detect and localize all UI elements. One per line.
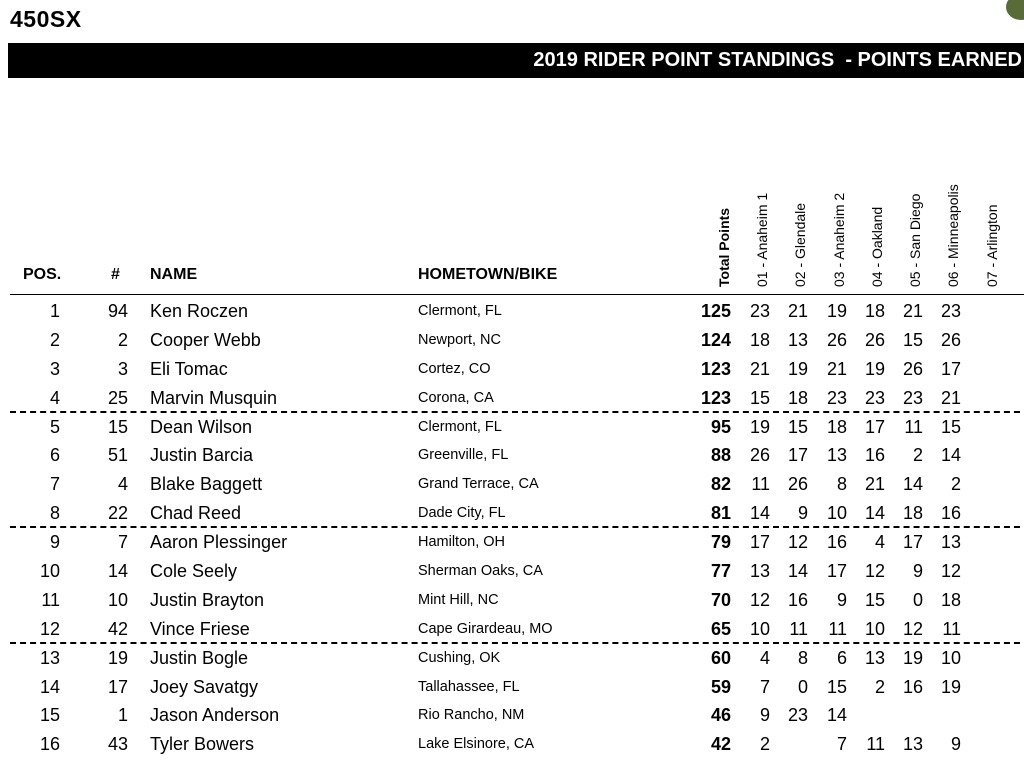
rider-position: 2: [49, 329, 60, 350]
round-3-points: 7: [836, 734, 847, 755]
rider-name: Joey Savatgy: [150, 676, 259, 697]
rider-position: 10: [39, 561, 60, 582]
rider-number: 51: [107, 445, 128, 466]
round-5-points: 15: [902, 329, 923, 350]
table-row: [0, 528, 1024, 557]
round-3-points: 21: [826, 358, 847, 379]
table-row: [0, 326, 1024, 355]
rider-total-points: 123: [700, 387, 731, 408]
rider-number: 15: [107, 416, 128, 437]
rider-total-points: 42: [710, 734, 731, 755]
round-3-points: 19: [826, 301, 847, 321]
round-5-points: 18: [902, 503, 923, 524]
rider-name: Vince Friese: [150, 618, 250, 639]
table-row: [0, 615, 1024, 644]
round-6-points: 9: [950, 734, 961, 755]
table-row: [0, 413, 1024, 442]
round-1-points: 21: [749, 358, 770, 379]
rider-name: Cooper Webb: [150, 329, 261, 350]
round-1-points: 10: [749, 618, 770, 639]
sponsor-logo: [1006, 0, 1024, 20]
column-header-name: NAME: [150, 266, 198, 283]
rider-hometown: Lake Elsinore, CA: [418, 736, 535, 753]
rider-position: 14: [39, 676, 60, 697]
table-row: [0, 355, 1024, 384]
round-1-points: 14: [749, 503, 770, 524]
round-4-points: 14: [864, 503, 885, 524]
column-header-hometown: HOMETOWN/BIKE: [418, 266, 558, 283]
table-row: [0, 297, 1024, 326]
round-1-points: 9: [759, 705, 770, 726]
rider-number: 14: [107, 561, 128, 582]
round-4-points: 17: [864, 416, 885, 437]
round-4-points: 15: [864, 589, 885, 610]
header-rule: [10, 294, 1024, 295]
rider-number: 25: [107, 387, 128, 408]
column-header-round-7: 07 - Arlington: [984, 204, 1000, 287]
round-1-points: 17: [749, 532, 770, 553]
column-header-round-2: 02 - Glendale: [792, 202, 808, 287]
rider-number: 43: [107, 734, 128, 755]
round-2-points: 15: [787, 416, 808, 437]
round-4-points: 21: [864, 474, 885, 495]
round-6-points: 10: [940, 647, 961, 668]
round-1-points: 7: [759, 676, 770, 697]
table-row: [0, 384, 1024, 413]
round-5-points: 23: [902, 387, 923, 408]
rider-number: 19: [107, 647, 128, 668]
rider-number: 22: [107, 503, 128, 524]
round-1-points: 4: [759, 647, 770, 668]
table-row: [0, 499, 1024, 528]
table-row: [0, 441, 1024, 470]
rider-hometown: Rio Rancho, NM: [418, 707, 525, 724]
round-4-points: 10: [864, 618, 885, 639]
rider-name: Cole Seely: [150, 561, 238, 582]
round-1-points: 15: [749, 387, 770, 408]
round-3-points: 9: [836, 589, 847, 610]
rider-hometown: Corona, CA: [418, 389, 494, 406]
rider-name: Blake Baggett: [150, 474, 263, 495]
table-row: [0, 730, 1024, 759]
rider-name: Dean Wilson: [150, 416, 253, 437]
round-2-points: 21: [787, 301, 808, 321]
round-6-points: 26: [940, 329, 961, 350]
round-2-points: 0: [797, 676, 808, 697]
round-5-points: 12: [902, 618, 923, 639]
rider-total-points: 79: [710, 532, 731, 553]
column-header-round-3: 03 - Anaheim 2: [831, 192, 847, 287]
round-6-points: 21: [940, 387, 961, 408]
round-2-points: 12: [787, 532, 808, 553]
round-1-points: 13: [749, 561, 770, 582]
rider-position: 1: [49, 301, 60, 321]
rider-position: 16: [39, 734, 60, 755]
rider-hometown: Hamilton, OH: [418, 534, 506, 551]
rider-name: Marvin Musquin: [150, 387, 278, 408]
round-5-points: 14: [902, 474, 923, 495]
rider-hometown: Cape Girardeau, MO: [418, 620, 553, 637]
rider-name: Tyler Bowers: [150, 734, 255, 755]
rider-position: 15: [39, 705, 60, 726]
round-6-points: 18: [940, 589, 961, 610]
round-6-points: 14: [940, 445, 961, 466]
round-1-points: 26: [749, 445, 770, 466]
round-4-points: 4: [874, 532, 885, 553]
table-row: [0, 586, 1024, 615]
rider-position: 11: [41, 589, 60, 610]
class-title: 450SX: [10, 6, 82, 32]
rider-hometown: Newport, NC: [418, 331, 501, 348]
round-5-points: 26: [902, 358, 923, 379]
round-4-points: 12: [864, 561, 885, 582]
rider-hometown: Dade City, FL: [418, 505, 506, 522]
round-4-points: 18: [864, 301, 885, 321]
rider-hometown: Grand Terrace, CA: [418, 476, 539, 493]
round-3-points: 16: [826, 532, 847, 553]
rider-total-points: 59: [710, 676, 731, 697]
round-2-points: 23: [787, 705, 808, 726]
rider-hometown: Cushing, OK: [418, 649, 501, 666]
rider-position: 8: [49, 503, 60, 524]
round-2-points: 13: [787, 329, 808, 350]
round-4-points: 16: [864, 445, 885, 466]
rider-name: Justin Barcia: [150, 445, 254, 466]
banner-title: 2019 RIDER POINT STANDINGS - POINTS EARNED: [533, 49, 1022, 71]
round-3-points: 11: [828, 618, 847, 639]
round-6-points: 12: [940, 561, 961, 582]
round-3-points: 13: [826, 445, 847, 466]
rider-hometown: Clermont, FL: [418, 303, 502, 319]
round-3-points: 26: [826, 329, 847, 350]
rider-number: 1: [117, 705, 128, 726]
rider-position: 6: [49, 445, 60, 466]
round-2-points: 14: [787, 561, 808, 582]
round-1-points: 23: [749, 301, 770, 321]
round-4-points: 23: [864, 387, 885, 408]
rider-total-points: 124: [700, 329, 731, 350]
column-header-round-4: 04 - Oakland: [869, 206, 885, 287]
round-4-points: 13: [864, 647, 885, 668]
rider-number: 2: [117, 329, 128, 350]
rider-position: 4: [49, 387, 60, 408]
round-5-points: 16: [902, 676, 923, 697]
table-row: [0, 701, 1024, 730]
rider-hometown: Clermont, FL: [418, 418, 502, 435]
rider-name: Ken Roczen: [150, 301, 249, 321]
round-2-points: 8: [797, 647, 808, 668]
rider-total-points: 77: [710, 561, 731, 582]
rider-position: 7: [49, 474, 60, 495]
round-6-points: 17: [940, 358, 961, 379]
round-5-points: 19: [902, 647, 923, 668]
round-5-points: 21: [902, 301, 923, 321]
round-5-points: 0: [912, 589, 923, 610]
round-4-points: 11: [866, 734, 885, 755]
table-row: [0, 470, 1024, 499]
rider-total-points: 60: [710, 647, 731, 668]
rider-position: 9: [49, 532, 60, 553]
rider-hometown: Cortez, CO: [418, 360, 491, 377]
round-2-points: 16: [787, 589, 808, 610]
rider-number: 3: [117, 358, 128, 379]
round-2-points: 18: [787, 387, 808, 408]
round-1-points: 19: [749, 416, 770, 437]
rider-number: 4: [117, 474, 128, 495]
round-5-points: 11: [904, 416, 923, 437]
rider-total-points: 46: [710, 705, 731, 726]
rider-total-points: 65: [710, 618, 731, 639]
rider-total-points: 82: [710, 474, 731, 495]
round-4-points: 2: [874, 676, 885, 697]
round-1-points: 2: [759, 734, 770, 755]
rider-name: Justin Bogle: [150, 647, 249, 668]
column-header-number: #: [111, 266, 120, 283]
rider-name: Chad Reed: [150, 503, 242, 524]
column-header-round-1: 01 - Anaheim 1: [754, 192, 770, 287]
rider-hometown: Greenville, FL: [418, 447, 509, 464]
round-3-points: 15: [826, 676, 847, 697]
round-6-points: 19: [940, 676, 961, 697]
round-5-points: 17: [902, 532, 923, 553]
rider-hometown: Sherman Oaks, CA: [418, 563, 543, 580]
round-1-points: 12: [749, 589, 770, 610]
rider-total-points: 88: [710, 445, 731, 466]
rider-total-points: 81: [710, 503, 731, 524]
round-2-points: 11: [789, 618, 808, 639]
title-banner: [8, 43, 1024, 78]
column-header-total: Total Points: [716, 207, 732, 287]
round-3-points: 14: [826, 705, 847, 726]
rider-number: 94: [107, 301, 128, 321]
rider-position: 5: [49, 416, 60, 437]
table-row: [0, 644, 1024, 673]
round-5-points: 9: [912, 561, 923, 582]
round-6-points: 11: [942, 618, 961, 639]
rider-name: Aaron Plessinger: [150, 532, 288, 553]
rider-name: Jason Anderson: [150, 705, 280, 726]
column-header-round-5: 05 - San Diego: [907, 193, 923, 287]
round-6-points: 15: [940, 416, 961, 437]
rider-total-points: 95: [710, 416, 731, 437]
round-1-points: 11: [751, 474, 770, 495]
rider-hometown: Mint Hill, NC: [418, 591, 499, 608]
rider-position: 3: [49, 358, 60, 379]
column-header-pos: POS.: [23, 266, 62, 283]
rider-name: Eli Tomac: [150, 358, 228, 379]
rider-total-points: 125: [700, 301, 731, 321]
round-2-points: 19: [787, 358, 808, 379]
round-3-points: 23: [826, 387, 847, 408]
round-2-points: 26: [787, 474, 808, 495]
column-header-round-6: 06 - Minneapolis: [945, 184, 961, 287]
round-6-points: 16: [940, 503, 961, 524]
rider-position: 12: [39, 618, 60, 639]
round-6-points: 13: [940, 532, 961, 553]
round-2-points: 9: [797, 503, 808, 524]
standings-table: [0, 297, 1024, 759]
round-3-points: 8: [836, 474, 847, 495]
rider-number: 10: [107, 589, 128, 610]
round-3-points: 10: [826, 503, 847, 524]
rider-position: 13: [39, 647, 60, 668]
round-1-points: 18: [749, 329, 770, 350]
round-3-points: 6: [836, 647, 847, 668]
round-6-points: 23: [940, 301, 961, 321]
rider-name: Justin Brayton: [150, 589, 265, 610]
round-5-points: 13: [902, 734, 923, 755]
rider-number: 17: [107, 676, 128, 697]
table-row: [0, 673, 1024, 702]
round-3-points: 17: [826, 561, 847, 582]
rider-number: 42: [107, 618, 128, 639]
round-3-points: 18: [826, 416, 847, 437]
table-row: [0, 557, 1024, 586]
round-4-points: 26: [864, 329, 885, 350]
round-4-points: 19: [864, 358, 885, 379]
rider-total-points: 70: [710, 589, 731, 610]
rider-hometown: Tallahassee, FL: [418, 678, 520, 695]
round-6-points: 2: [950, 474, 961, 495]
round-2-points: 17: [787, 445, 808, 466]
rider-number: 7: [117, 532, 128, 553]
round-5-points: 2: [912, 445, 923, 466]
rider-total-points: 123: [700, 358, 731, 379]
